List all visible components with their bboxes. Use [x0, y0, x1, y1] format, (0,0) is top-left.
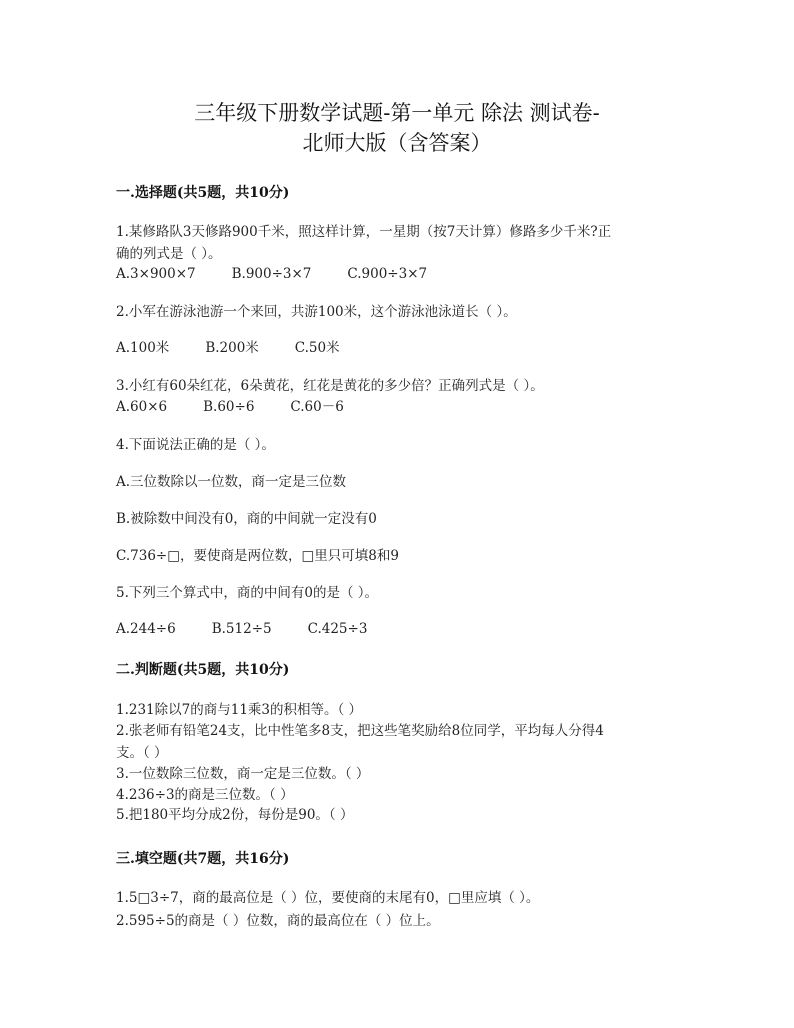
option-b: B.被除数中间没有0，商的中间就一定没有0 [116, 511, 377, 527]
option-a: A.三位数除以一位数，商一定是三位数 [116, 474, 347, 490]
question-text: 2.张老师有铅笔24支，比中性笔多8支，把这些笔奖励给8位同学，平均每人分得4 [116, 723, 604, 739]
question-text: 5.把180平均分成2份，每份是90。（ ） [116, 807, 354, 823]
question-text: 1.5□3÷7，商的最高位是（ ）位，要使商的末尾有0，□里应填（ ）。 [116, 890, 540, 906]
question-text: 4.236÷3的商是三位数。（ ） [116, 787, 294, 803]
answer-options [116, 264, 463, 284]
question-text: 3.小红有60朵红花，6朵黄花，红花是黄花的多少倍？正确列式是（ ）。 [116, 378, 544, 394]
option-b: B.200米 [205, 340, 259, 356]
question-text: 4.下面说法正确的是（ ）。 [116, 437, 275, 453]
option-b: B.900÷3×7 [231, 266, 312, 282]
option-c: C.50米 [294, 340, 340, 356]
question-text: 5.下列三个算式中，商的中间有0的是（ ）。 [116, 585, 379, 601]
answer-options [116, 397, 380, 417]
question-text: 1.某修路队3天修路900千米，照这样计算，一星期（按7天计算）修路多少千米?正 [116, 224, 612, 240]
option-c: C.900÷3×7 [347, 266, 428, 282]
section-heading-fill: 三.填空题(共7题，共16分) [116, 851, 290, 867]
option-b: B.60÷6 [203, 399, 255, 415]
option-c: C.425÷3 [307, 621, 368, 637]
option-a: A.60×6 [116, 399, 168, 415]
question-text: 2.595÷5的商是（ ）位数，商的最高位在（ ）位上。 [116, 913, 440, 929]
option-a: A.100米 [116, 340, 170, 356]
section-heading-judge: 二.判断题(共5题，共10分) [116, 662, 290, 678]
answer-options [116, 619, 403, 639]
question-text: 3.一位数除三位数，商一定是三位数。（ ） [116, 766, 370, 782]
section-heading-choice: 一.选择题(共5题，共10分) [116, 185, 290, 201]
question-text: 2.小军在游泳池游一个来回，共游100米，这个游泳池泳道长（ ）。 [116, 304, 517, 320]
answer-options [116, 338, 376, 358]
option-c: C.736÷□，要使商是两位数，□里只可填8和9 [116, 548, 399, 564]
option-a: A.244÷6 [116, 621, 176, 637]
option-b: B.512÷5 [211, 621, 272, 637]
option-c: C.60－6 [290, 399, 344, 415]
question-text: 确的列式是（ ）。 [116, 246, 222, 262]
option-a: A.3×900×7 [116, 266, 196, 282]
page-title-line2: 北师大版（含答案） [302, 131, 492, 155]
page-title-line1: 三年级下册数学试题-第一单元 除法 测试卷- [194, 101, 600, 125]
question-text: 支。（ ） [116, 745, 168, 761]
question-text: 1.231除以7的商与11乘3的积相等。（ ） [116, 702, 363, 718]
